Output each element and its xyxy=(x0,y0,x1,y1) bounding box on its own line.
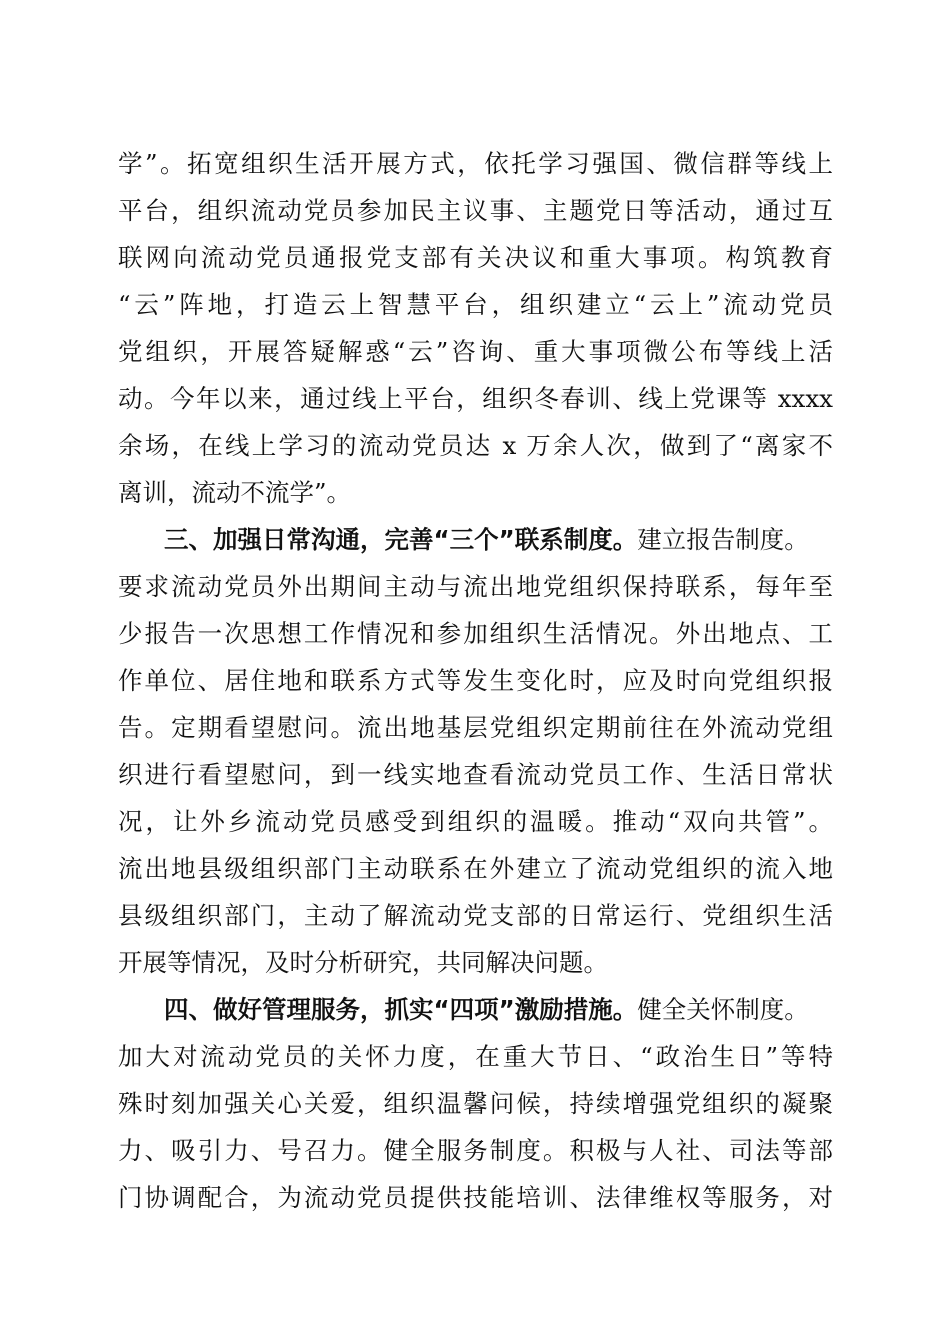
section-four-first-line xyxy=(118,986,833,1033)
paragraph-section-three xyxy=(118,516,833,986)
section-four-first-line-rest: 健全关怀制度。 xyxy=(637,995,809,1024)
section-three-heading: 三、加强日常沟通，完善“三个”联系制度。 xyxy=(164,525,638,554)
document-body xyxy=(118,140,833,1221)
text-line: 平台，组织流动党员参加民主议事、主题党日等活动，通过互 xyxy=(118,196,833,225)
text-line: 动。今年以来，通过线上平台，组织冬春训、线上党课等 xxxx xyxy=(118,384,833,413)
text-line: 离训，流动不流学”。 xyxy=(118,478,352,507)
text-line: 况，让外乡流动党员感受到组织的温暖。推动“双向共管”。 xyxy=(118,807,833,836)
text-line: “云”阵地，打造云上智慧平台，组织建立“云上”流动党员 xyxy=(118,290,833,319)
text-line: 要求流动党员外出期间主动与流出地党组织保持联系，每年至 xyxy=(118,572,833,601)
text-line: 流出地县级组织部门主动联系在外建立了流动党组织的流入地 xyxy=(118,854,833,883)
text-line: 作单位、居住地和联系方式等发生变化时，应及时向党组织报 xyxy=(118,666,833,695)
section-four-heading: 四、做好管理服务，抓实“四项”激励措施。 xyxy=(164,995,638,1024)
section-three-first-line-rest: 建立报告制度。 xyxy=(637,525,809,554)
paragraph-section-two-tail xyxy=(118,140,833,516)
text-line: 党组织，开展答疑解惑“云”咨询、重大事项微公布等线上活 xyxy=(118,337,833,366)
paragraph-section-four xyxy=(118,986,833,1221)
text-line: 开展等情况，及时分析研究，共同解决问题。 xyxy=(118,948,608,977)
text-line: 加大对流动党员的关怀力度，在重大节日、“政治生日”等特 xyxy=(118,1042,833,1071)
text-line: 门协调配合，为流动党员提供技能培训、法律维权等服务，对 xyxy=(118,1183,833,1212)
text-line: 织进行看望慰问，到一线实地查看流动党员工作、生活日常状 xyxy=(118,760,833,789)
text-line: 力、吸引力、号召力。健全服务制度。积极与人社、司法等部 xyxy=(118,1136,833,1165)
text-line: 县级组织部门，主动了解流动党支部的日常运行、党组织生活 xyxy=(118,901,833,930)
text-line: 联网向流动党员通报党支部有关决议和重大事项。构筑教育 xyxy=(118,243,833,272)
text-line: 少报告一次思想工作情况和参加组织生活情况。外出地点、工 xyxy=(118,619,833,648)
text-line: 学”。拓宽组织生活开展方式，依托学习强国、微信群等线上 xyxy=(118,149,833,178)
text-line: 殊时刻加强关心关爱，组织温馨问候，持续增强党组织的凝聚 xyxy=(118,1089,833,1118)
text-line: 余场，在线上学习的流动党员达 x 万余人次，做到了“离家不 xyxy=(118,431,833,460)
section-three-first-line xyxy=(118,516,833,563)
text-line: 告。定期看望慰问。流出地基层党组织定期前往在外流动党组 xyxy=(118,713,833,742)
